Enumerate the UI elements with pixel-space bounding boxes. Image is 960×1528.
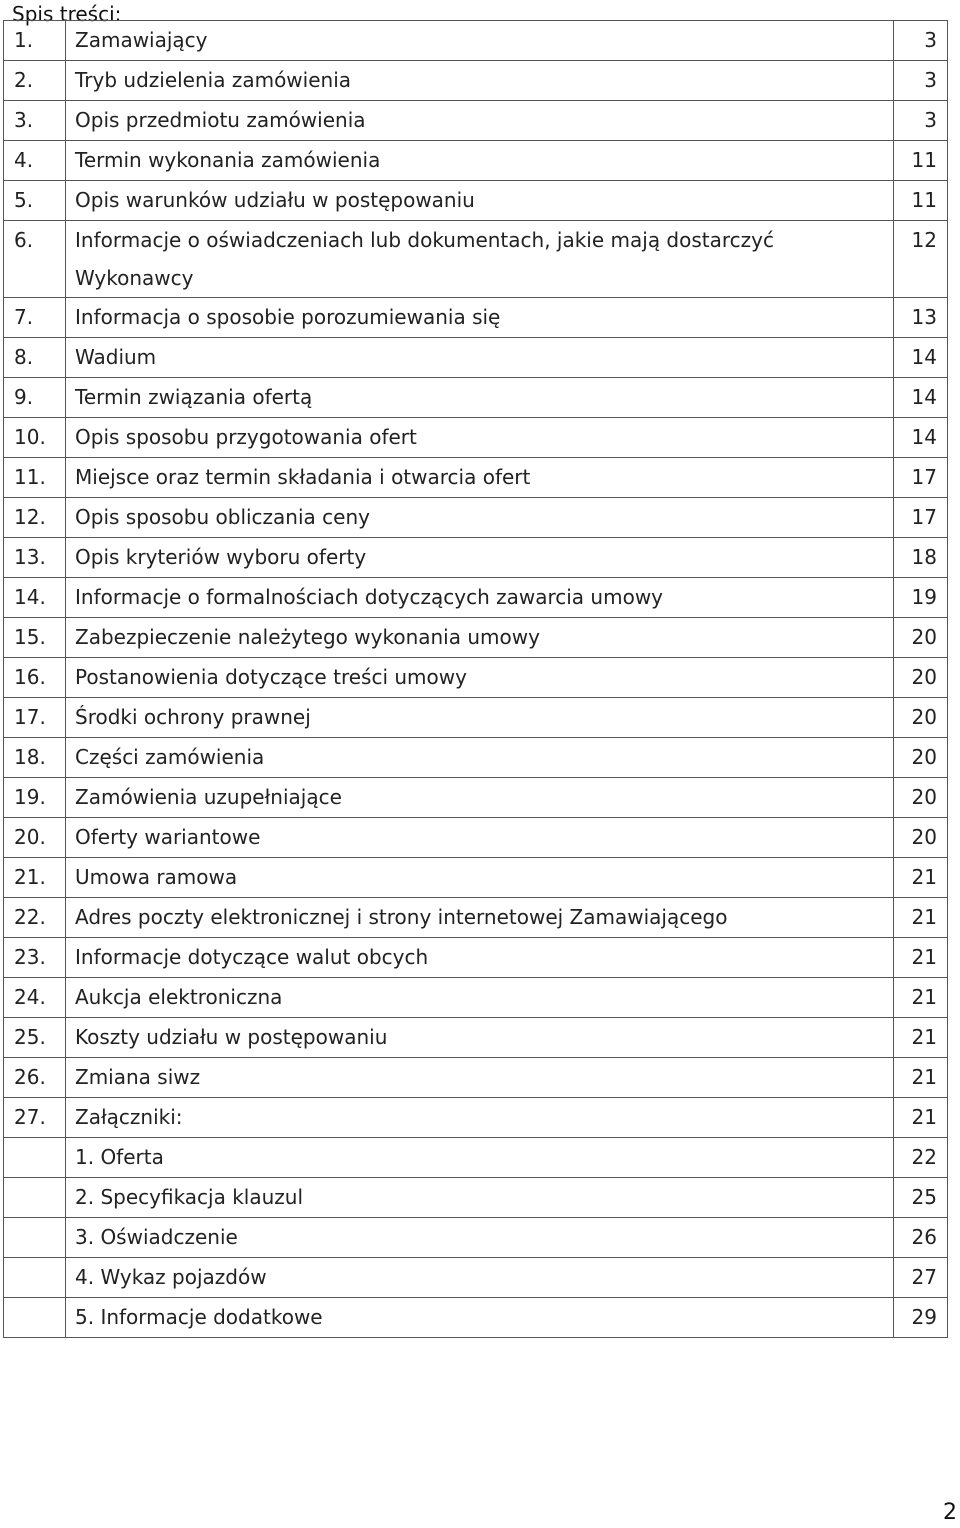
toc-row-title: Aukcja elektroniczna — [66, 978, 894, 1018]
toc-row — [4, 778, 948, 818]
toc-row-title: Opis warunków udziału w postępowaniu — [66, 181, 894, 221]
toc-row — [4, 578, 948, 618]
toc-row-number: 6. — [4, 221, 66, 298]
toc-row-title: Informacje o oświadczeniach lub dokumentach, jakie mają dostarczyć Wykonawcy — [66, 221, 894, 298]
toc-row-number — [4, 1218, 66, 1258]
toc-row-number: 11. — [4, 458, 66, 498]
toc-row — [4, 338, 948, 378]
toc-row-number: 9. — [4, 378, 66, 418]
toc-row-number: 17. — [4, 698, 66, 738]
toc-row — [4, 378, 948, 418]
toc-row-title: Opis sposobu przygotowania ofert — [66, 418, 894, 458]
toc-row-title: Koszty udziału w postępowaniu — [66, 1018, 894, 1058]
toc-row-page: 21 — [894, 898, 948, 938]
toc-row — [4, 698, 948, 738]
toc-row-title: Środki ochrony prawnej — [66, 698, 894, 738]
toc-row-title: Oferty wariantowe — [66, 818, 894, 858]
toc-row-title: Części zamówienia — [66, 738, 894, 778]
toc-row — [4, 1298, 948, 1338]
toc-row-page: 21 — [894, 1018, 948, 1058]
toc-row-page: 20 — [894, 738, 948, 778]
toc-row-title: 4. Wykaz pojazdów — [66, 1258, 894, 1298]
toc-row-title: Zamówienia uzupełniające — [66, 778, 894, 818]
toc-row-number: 25. — [4, 1018, 66, 1058]
toc-row — [4, 618, 948, 658]
toc-row-number: 24. — [4, 978, 66, 1018]
toc-row-page: 17 — [894, 458, 948, 498]
toc-row — [4, 498, 948, 538]
toc-row-title: Zabezpieczenie należytego wykonania umowy — [66, 618, 894, 658]
toc-row-title: Tryb udzielenia zamówienia — [66, 61, 894, 101]
toc-row — [4, 61, 948, 101]
toc-row-title: Informacja o sposobie porozumiewania się — [66, 298, 894, 338]
toc-row-title: Miejsce oraz termin składania i otwarcia ofert — [66, 458, 894, 498]
toc-row-title: Opis przedmiotu zamówienia — [66, 101, 894, 141]
toc-row-page: 21 — [894, 978, 948, 1018]
toc-row-page: 12 — [894, 221, 948, 298]
toc-row-number: 8. — [4, 338, 66, 378]
toc-row — [4, 1218, 948, 1258]
toc-row-number — [4, 1298, 66, 1338]
toc-row — [4, 298, 948, 338]
toc-row-page: 20 — [894, 698, 948, 738]
toc-row-number: 26. — [4, 1058, 66, 1098]
toc-row-title: 1. Oferta — [66, 1138, 894, 1178]
toc-row-number: 23. — [4, 938, 66, 978]
toc-row-number: 18. — [4, 738, 66, 778]
toc-row — [4, 898, 948, 938]
toc-title: Spis treści: — [12, 2, 122, 26]
toc-row-page: 21 — [894, 938, 948, 978]
toc-row-page: 27 — [894, 1258, 948, 1298]
toc-row — [4, 1098, 948, 1138]
toc-row-title: Postanowienia dotyczące treści umowy — [66, 658, 894, 698]
toc-row-title: Opis kryteriów wyboru oferty — [66, 538, 894, 578]
toc-row-page: 18 — [894, 538, 948, 578]
toc-row-number: 5. — [4, 181, 66, 221]
toc-row-page: 21 — [894, 858, 948, 898]
toc-row-page: 11 — [894, 181, 948, 221]
toc-row-page: 14 — [894, 418, 948, 458]
toc-row — [4, 1258, 948, 1298]
toc-row-number: 12. — [4, 498, 66, 538]
toc-table — [3, 20, 948, 1338]
toc-row-page: 3 — [894, 101, 948, 141]
toc-row-page: 11 — [894, 141, 948, 181]
toc-row — [4, 658, 948, 698]
toc-row — [4, 1058, 948, 1098]
toc-row — [4, 181, 948, 221]
toc-row-number: 4. — [4, 141, 66, 181]
toc-row — [4, 938, 948, 978]
toc-row-title: Zmiana siwz — [66, 1058, 894, 1098]
toc-row-page: 14 — [894, 338, 948, 378]
toc-row-number: 22. — [4, 898, 66, 938]
toc-row-title: Zamawiający — [66, 21, 894, 61]
toc-row-title: Termin wykonania zamówienia — [66, 141, 894, 181]
toc-row-page: 20 — [894, 658, 948, 698]
toc-row — [4, 738, 948, 778]
toc-row-page: 19 — [894, 578, 948, 618]
toc-row-page: 20 — [894, 618, 948, 658]
toc-row-page: 26 — [894, 1218, 948, 1258]
toc-row-number: 2. — [4, 61, 66, 101]
toc-row — [4, 418, 948, 458]
toc-row-title: Adres poczty elektronicznej i strony internetowej Zamawiającego — [66, 898, 894, 938]
toc-row-title: 5. Informacje dodatkowe — [66, 1298, 894, 1338]
toc-row-title: Termin związania ofertą — [66, 378, 894, 418]
toc-row — [4, 818, 948, 858]
toc-row-title: Informacje dotyczące walut obcych — [66, 938, 894, 978]
toc-row-title: Informacje o formalnościach dotyczących zawarcia umowy — [66, 578, 894, 618]
toc-row-number — [4, 1258, 66, 1298]
toc-row-page: 3 — [894, 61, 948, 101]
toc-row-number: 3. — [4, 101, 66, 141]
toc-row-page: 25 — [894, 1178, 948, 1218]
toc-row — [4, 458, 948, 498]
toc-body — [4, 21, 948, 1338]
toc-row-number: 13. — [4, 538, 66, 578]
toc-row-number: 15. — [4, 618, 66, 658]
toc-row — [4, 978, 948, 1018]
toc-row-page: 22 — [894, 1138, 948, 1178]
toc-row-title: Opis sposobu obliczania ceny — [66, 498, 894, 538]
toc-row-number: 14. — [4, 578, 66, 618]
toc-row-page: 13 — [894, 298, 948, 338]
toc-row-page: 21 — [894, 1098, 948, 1138]
toc-row-number: 16. — [4, 658, 66, 698]
toc-row — [4, 858, 948, 898]
toc-row-page: 3 — [894, 21, 948, 61]
toc-row-number: 7. — [4, 298, 66, 338]
toc-row-number: 20. — [4, 818, 66, 858]
toc-row-page: 20 — [894, 778, 948, 818]
toc-row — [4, 101, 948, 141]
toc-row-page: 21 — [894, 1058, 948, 1098]
toc-row-number: 10. — [4, 418, 66, 458]
toc-row-page: 17 — [894, 498, 948, 538]
toc-row-page: 20 — [894, 818, 948, 858]
toc-row-number: 1. — [4, 21, 66, 61]
toc-row — [4, 141, 948, 181]
toc-row-page: 14 — [894, 378, 948, 418]
toc-row-page: 29 — [894, 1298, 948, 1338]
toc-row-number: 27. — [4, 1098, 66, 1138]
toc-row-title: Załączniki: — [66, 1098, 894, 1138]
toc-row-number — [4, 1138, 66, 1178]
toc-row — [4, 221, 948, 298]
toc-row — [4, 21, 948, 61]
toc-row-title: 2. Specyfikacja klauzul — [66, 1178, 894, 1218]
toc-row-title: Umowa ramowa — [66, 858, 894, 898]
toc-row — [4, 1018, 948, 1058]
toc-row-number — [4, 1178, 66, 1218]
page-number: 2 — [943, 1500, 957, 1525]
toc-row-number: 21. — [4, 858, 66, 898]
toc-row-number: 19. — [4, 778, 66, 818]
toc-row-title: 3. Oświadczenie — [66, 1218, 894, 1258]
toc-row — [4, 1178, 948, 1218]
toc-row — [4, 538, 948, 578]
toc-row-title: Wadium — [66, 338, 894, 378]
toc-row — [4, 1138, 948, 1178]
